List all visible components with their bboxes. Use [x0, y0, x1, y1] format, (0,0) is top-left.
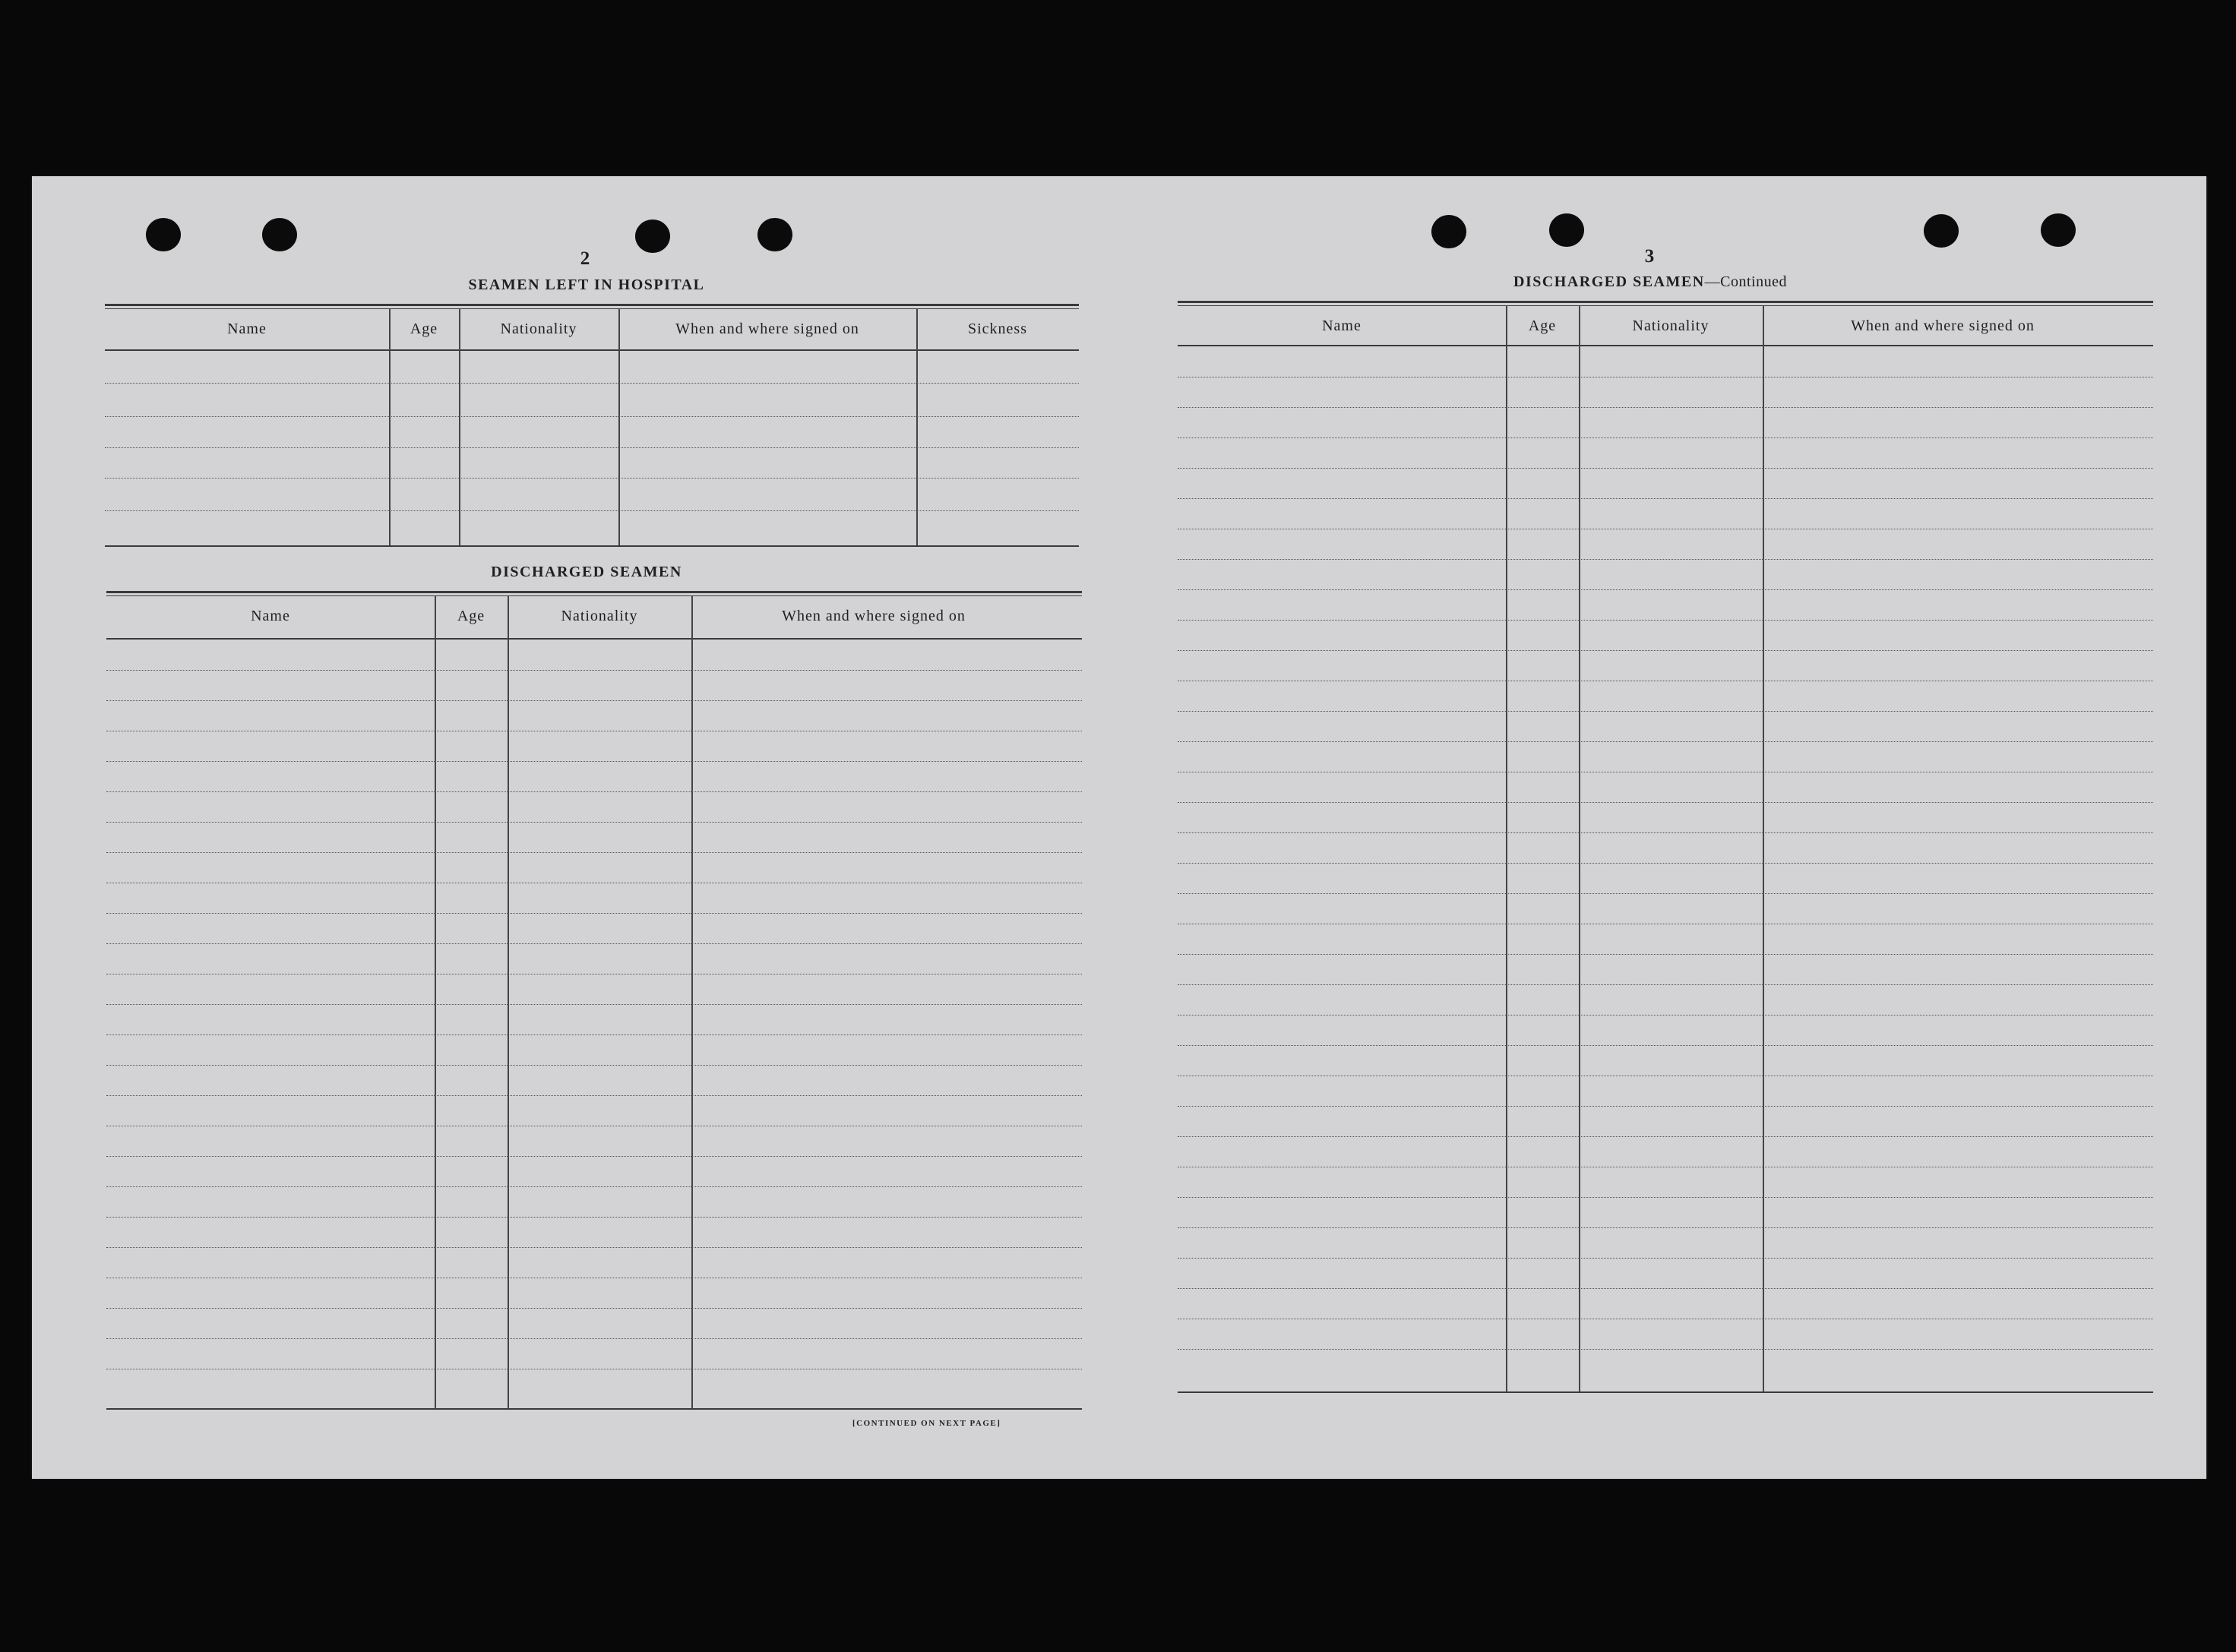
- entry-line: [1178, 1227, 2153, 1228]
- entry-line: [106, 700, 1082, 701]
- page-number: 3: [1644, 246, 1655, 267]
- discharged-table-left: [106, 591, 1082, 1138]
- table-bottom-rule: [105, 545, 1079, 547]
- entry-line: [105, 416, 1079, 417]
- entry-line: [105, 478, 1079, 479]
- entry-line: [106, 822, 1082, 823]
- entry-line: [1178, 620, 2153, 621]
- entry-line: [1178, 650, 2153, 651]
- entry-line: [1178, 863, 2153, 864]
- column-header-nationality: Nationality: [561, 608, 638, 624]
- entry-line: [1178, 984, 2153, 985]
- entry-line: [106, 1186, 1082, 1187]
- column-header-name: Name: [1322, 317, 1362, 334]
- column-header-signed-on: When and where signed on: [675, 321, 859, 337]
- column-header-signed-on: When and where signed on: [1851, 317, 2035, 334]
- punch-hole: [1431, 215, 1466, 248]
- page-number: 2: [580, 248, 590, 269]
- entry-line: [1178, 832, 2153, 833]
- entry-line: [1178, 437, 2153, 438]
- header-rule: [105, 349, 1079, 351]
- entry-line: [1178, 468, 2153, 469]
- entry-line: [1178, 1136, 2153, 1137]
- continued-note: [CONTINUED ON NEXT PAGE]: [852, 1419, 1001, 1428]
- column-header-nationality: Nationality: [1632, 317, 1709, 334]
- entry-line: [106, 943, 1082, 944]
- section-title: SEAMEN LEFT IN HOSPITAL: [468, 276, 705, 293]
- entry-line: [1178, 954, 2153, 955]
- column-header-name: Name: [251, 608, 290, 624]
- table-top-rule: [1178, 301, 2153, 306]
- entry-line: [1178, 1106, 2153, 1107]
- column-header-sickness: Sickness: [968, 321, 1027, 337]
- entry-line: [1178, 498, 2153, 499]
- entry-line: [106, 1034, 1082, 1035]
- section-title: DISCHARGED SEAMEN: [491, 564, 682, 580]
- punch-hole: [635, 220, 670, 253]
- entry-line: [106, 913, 1082, 914]
- punch-hole: [146, 218, 181, 251]
- table-bottom-rule: [106, 1408, 1082, 1410]
- entry-line: [106, 791, 1082, 792]
- entry-line: [106, 852, 1082, 853]
- entry-line: [106, 1004, 1082, 1005]
- entry-line: [106, 1308, 1082, 1309]
- entry-line: [1178, 1288, 2153, 1289]
- entry-line: [106, 1095, 1082, 1096]
- entry-line: [1178, 802, 2153, 803]
- header-rule: [106, 638, 1082, 640]
- entry-line: [106, 670, 1082, 671]
- entry-line: [105, 510, 1079, 511]
- entry-line: [1178, 1197, 2153, 1198]
- entry-line: [1178, 559, 2153, 560]
- section-title: [1407, 273, 1893, 291]
- punch-hole: [1924, 214, 1959, 248]
- punch-hole: [1549, 213, 1584, 247]
- column-divider: [1506, 306, 1507, 1392]
- column-divider: [1763, 306, 1764, 1392]
- document-sheet: [32, 176, 2206, 1479]
- column-divider: [691, 596, 693, 1409]
- entry-line: [1178, 741, 2153, 742]
- entry-line: [106, 1338, 1082, 1339]
- entry-line: [106, 1217, 1082, 1218]
- column-header-signed-on: When and where signed on: [782, 608, 966, 624]
- punch-hole: [262, 218, 297, 251]
- entry-line: [1178, 893, 2153, 894]
- table-top-rule: [106, 591, 1082, 596]
- column-divider: [435, 596, 436, 1409]
- entry-line: [1178, 407, 2153, 408]
- entry-line: [1178, 1258, 2153, 1259]
- entry-line: [105, 447, 1079, 448]
- column-divider: [1579, 306, 1580, 1392]
- entry-line: [1178, 589, 2153, 590]
- column-header-name: Name: [227, 321, 267, 337]
- table-top-rule: [105, 304, 1079, 309]
- column-header-age: Age: [410, 321, 438, 337]
- entry-line: [106, 1065, 1082, 1066]
- entry-line: [106, 761, 1082, 762]
- column-header-age: Age: [1528, 317, 1557, 334]
- entry-line: [1178, 711, 2153, 712]
- entry-line: [105, 383, 1079, 384]
- section-title-main: DISCHARGED SEAMEN: [1513, 273, 1705, 290]
- punch-hole: [2041, 213, 2076, 247]
- punch-hole: [757, 218, 792, 251]
- entry-line: [1178, 1015, 2153, 1016]
- section-title-suffix: —Continued: [1704, 273, 1787, 290]
- table-bottom-rule: [1178, 1391, 2153, 1393]
- entry-line: [106, 1156, 1082, 1157]
- header-rule: [1178, 345, 2153, 346]
- column-header-nationality: Nationality: [500, 321, 577, 337]
- entry-line: [106, 1247, 1082, 1248]
- entry-line: [1178, 1045, 2153, 1046]
- discharged-table-right: [1178, 301, 2153, 1182]
- column-header-age: Age: [457, 608, 485, 624]
- column-divider: [508, 596, 509, 1409]
- entry-line: [1178, 1349, 2153, 1350]
